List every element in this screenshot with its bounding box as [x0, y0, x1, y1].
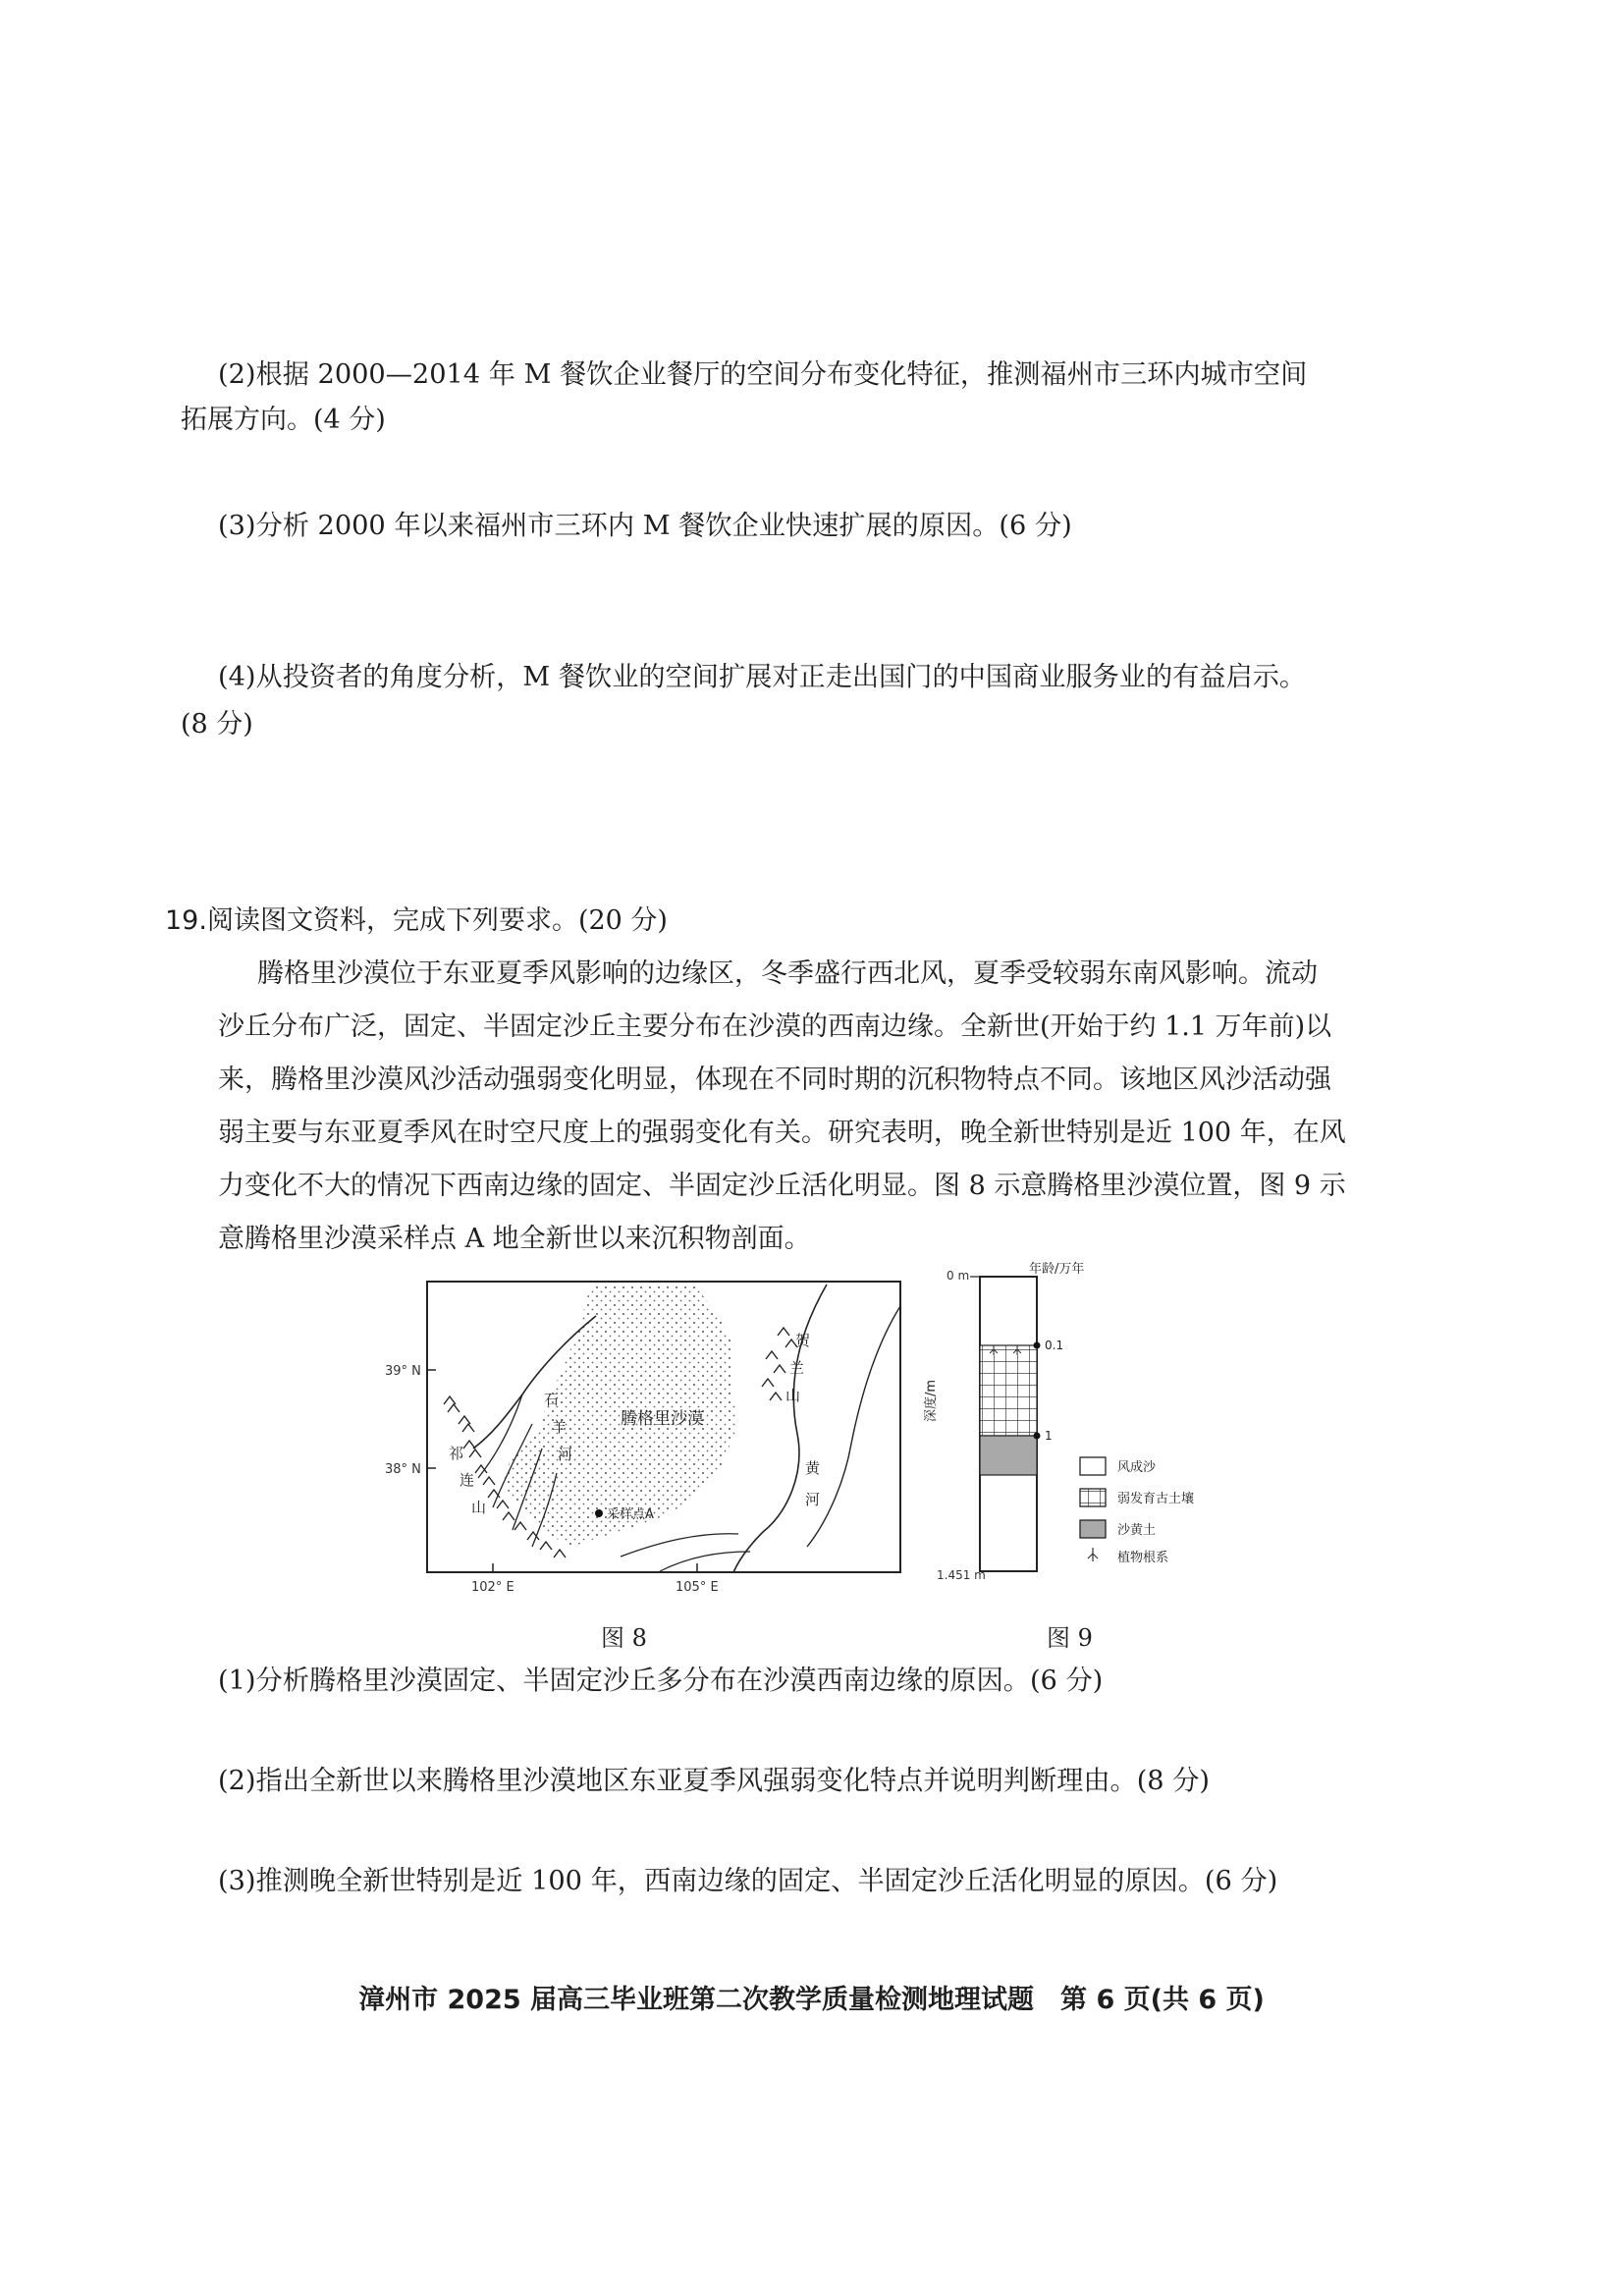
page-footer: 漳州市 2025 届高三毕业班第二次教学质量检测地理试题 第 6 页(共 6 页) — [358, 1985, 1265, 2015]
age-marker-01 — [1034, 1342, 1041, 1349]
legend-swatch-sandy-loess — [1080, 1520, 1106, 1538]
legend-sandy-loess: 沙黄土 — [1117, 1523, 1157, 1538]
figure-8-caption: 图 8 — [601, 1624, 647, 1652]
q19-passage-line-6: 意腾格里沙漠采样点 A 地全新世以来沉积物剖面。 — [218, 1224, 811, 1254]
q18-4-line2: (8 分) — [181, 709, 253, 739]
q18-4-line1: (4)从投资者的角度分析，M 餐饮业的空间扩展对正走出国门的中国商业服务业的有益启示。 — [218, 662, 1307, 692]
q19-passage-line-4: 弱主要与东亚夏季风在时空尺度上的强弱变化有关。研究表明，晚全新世特别是近 100 年，在风 — [218, 1118, 1346, 1148]
legend-swatch-aeolian-sand — [1080, 1457, 1106, 1475]
q19-passage-line-3: 来，腾格里沙漠风沙活动强弱变化明显，体现在不同时期的沉积物特点不同。该地区风沙活动强 — [218, 1065, 1331, 1095]
q19-stem: 阅读图文资料，完成下列要求。(20 分) — [206, 905, 668, 936]
q19-1: (1)分析腾格里沙漠固定、半固定沙丘多分布在沙漠西南边缘的原因。(6 分) — [218, 1666, 1104, 1696]
yellow-char-1: 黄 — [805, 1459, 821, 1477]
figure-9-profile — [923, 1255, 1227, 1599]
q19-number: 19. — [165, 905, 207, 936]
legend-plant-roots: 植物根系 — [1117, 1551, 1169, 1565]
yellow-char-2: 河 — [805, 1491, 821, 1508]
q19-header — [165, 902, 668, 941]
depth-axis-label: 深度/m — [924, 1379, 939, 1422]
age-title: 年龄/万年 — [1029, 1262, 1085, 1277]
lon-105-label: 105° E — [676, 1580, 719, 1591]
age-01-label: 0.1 — [1045, 1339, 1064, 1352]
sample-point-label: 采样点A — [607, 1507, 654, 1522]
legend-root-icon — [1088, 1548, 1098, 1561]
q19-passage-line-2: 沙丘分布广泛，固定、半固定沙丘主要分布在沙漠的西南边缘。全新世(开始于约 1.1 万年前)以 — [218, 1011, 1332, 1042]
age-1-label: 1 — [1045, 1429, 1053, 1443]
helan-char-2: 兰 — [789, 1359, 805, 1377]
legend-paleosol: 弱发育古土壤 — [1117, 1492, 1195, 1506]
helan-char-3: 山 — [785, 1387, 801, 1404]
q19-passage-line-5: 力变化不大的情况下西南边缘的固定、半固定沙丘活化明显。图 8 示意腾格里沙漠位置，图 9 示 — [218, 1171, 1346, 1201]
lon-102-label: 102° E — [471, 1580, 514, 1591]
q18-2-line1: (2)根据 2000—2014 年 M 餐饮企业餐厅的空间分布变化特征，推测福州市三环内城市空间 — [218, 359, 1308, 390]
depth-top-label: 0 m — [947, 1269, 970, 1283]
sandy-loess-layer — [980, 1436, 1037, 1475]
helan-char-1: 贺 — [795, 1332, 811, 1349]
sample-point-marker — [595, 1509, 603, 1517]
q19-passage-line-1: 腾格里沙漠位于东亚夏季风影响的边缘区，冬季盛行西北风，夏季受较弱东南风影响。流动 — [257, 958, 1318, 989]
figure-8-map — [365, 1277, 915, 1591]
qilian-char-2: 连 — [460, 1471, 475, 1489]
shiyang-char-1: 石 — [544, 1391, 560, 1408]
lat-39-label: 39° N — [385, 1364, 421, 1379]
legend-swatch-paleosol — [1080, 1489, 1106, 1506]
q19-3: (3)推测晚全新世特别是近 100 年，西南边缘的固定、半固定沙丘活化明显的原因。(6 分) — [218, 1866, 1278, 1896]
age-marker-1 — [1034, 1433, 1041, 1440]
depth-bottom-label: 1.451 m — [937, 1568, 986, 1582]
shiyang-char-2: 羊 — [552, 1418, 568, 1436]
paleosol-layer — [980, 1345, 1037, 1436]
shiyang-char-3: 河 — [558, 1446, 573, 1463]
qilian-char-3: 山 — [471, 1499, 487, 1516]
q18-3: (3)分析 2000 年以来福州市三环内 M 餐饮企业快速扩展的原因。(6 分) — [218, 511, 1072, 541]
desert-label: 腾格里沙漠 — [621, 1409, 704, 1429]
lat-38-label: 38° N — [385, 1462, 421, 1477]
q18-2-line2: 拓展方向。(4 分) — [181, 405, 386, 435]
figure-9-caption: 图 9 — [1047, 1624, 1093, 1652]
legend-aeolian-sand: 风成沙 — [1117, 1460, 1157, 1475]
q19-2: (2)指出全新世以来腾格里沙漠地区东亚夏季风强弱变化特点并说明判断理由。(8 分) — [218, 1766, 1211, 1796]
qilian-char-1: 祁 — [449, 1445, 464, 1462]
